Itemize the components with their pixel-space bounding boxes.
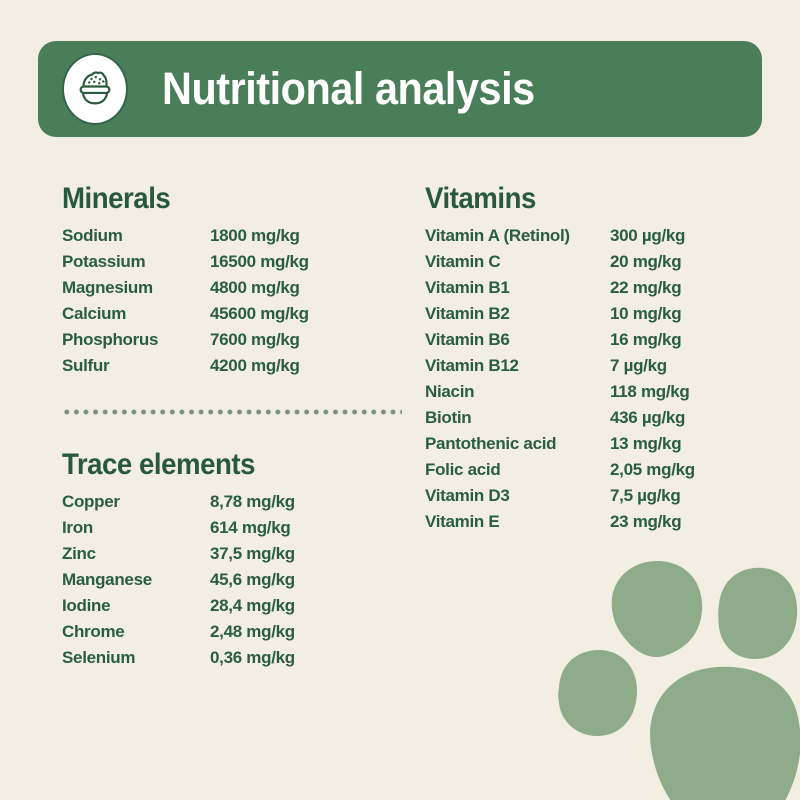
nutrient-value: 7 µg/kg	[610, 356, 667, 375]
nutrient-value: 614 mg/kg	[210, 518, 291, 537]
nutrient-value: 8,78 mg/kg	[210, 492, 295, 511]
nutrient-row	[425, 327, 725, 353]
nutrient-label: Vitamin A (Retinol)	[425, 226, 570, 245]
nutrient-value: 2,48 mg/kg	[210, 622, 295, 641]
nutrient-value: 28,4 mg/kg	[210, 596, 295, 615]
nutrient-label: Pantothenic acid	[425, 434, 557, 453]
nutrient-row	[62, 567, 402, 593]
minerals-table	[62, 223, 402, 379]
trace-elements-table	[62, 489, 402, 671]
trace-elements-heading: Trace elements	[62, 448, 256, 481]
nutrient-row	[425, 223, 725, 249]
nutrient-row	[62, 301, 402, 327]
nutrient-value: 20 mg/kg	[610, 252, 682, 271]
header-banner	[38, 41, 762, 137]
nutrient-label: Copper	[62, 492, 120, 511]
nutrient-label: Sulfur	[62, 356, 110, 375]
nutrient-value: 436 µg/kg	[610, 408, 686, 427]
nutrient-value: 7,5 µg/kg	[610, 486, 681, 505]
nutrient-value: 22 mg/kg	[610, 278, 682, 297]
nutrient-row	[425, 483, 725, 509]
nutrient-value: 7600 mg/kg	[210, 330, 300, 349]
nutrient-label: Vitamin B2	[425, 304, 510, 323]
nutrient-value: 300 µg/kg	[610, 226, 686, 245]
nutrient-row	[62, 593, 402, 619]
nutrient-row	[62, 645, 402, 671]
section-vitamins	[425, 182, 725, 535]
nutrient-value: 37,5 mg/kg	[210, 544, 295, 563]
nutrient-value: 16500 mg/kg	[210, 252, 309, 271]
page-title: Nutritional analysis	[162, 63, 535, 114]
nutrient-row	[62, 619, 402, 645]
nutrient-value: 16 mg/kg	[610, 330, 682, 349]
nutrient-label: Phosphorus	[62, 330, 159, 349]
nutrient-row	[62, 541, 402, 567]
nutrient-value: 4200 mg/kg	[210, 356, 300, 375]
nutrient-label: Selenium	[62, 648, 136, 667]
nutrient-row	[425, 457, 725, 483]
nutrient-label: Vitamin E	[425, 512, 500, 531]
pet-food-bowl-icon	[62, 53, 128, 125]
nutrient-label: Vitamin C	[425, 252, 501, 271]
nutrient-label: Sodium	[62, 226, 123, 245]
minerals-heading: Minerals	[62, 182, 171, 215]
nutrient-row	[62, 327, 402, 353]
nutrient-label: Potassium	[62, 252, 146, 271]
nutrient-value: 118 mg/kg	[610, 382, 690, 401]
nutrient-value: 10 mg/kg	[610, 304, 682, 323]
nutrient-label: Iodine	[62, 596, 111, 615]
left-column	[62, 182, 402, 671]
paw-print-icon	[530, 530, 800, 800]
nutrient-label: Zinc	[62, 544, 96, 563]
nutrient-row	[62, 275, 402, 301]
nutrient-label: Iron	[62, 518, 93, 537]
nutrient-value: 13 mg/kg	[610, 434, 682, 453]
nutrient-label: Vitamin B12	[425, 356, 519, 375]
nutrient-row	[425, 353, 725, 379]
nutrient-row	[62, 353, 402, 379]
nutrient-row	[62, 489, 402, 515]
right-column	[425, 182, 725, 535]
nutrient-value: 0,36 mg/kg	[210, 648, 295, 667]
nutrient-row	[62, 223, 402, 249]
vitamins-heading: Vitamins	[425, 182, 536, 215]
nutrient-row	[425, 431, 725, 457]
nutrient-row	[425, 275, 725, 301]
nutrient-value: 4800 mg/kg	[210, 278, 300, 297]
nutrient-value: 23 mg/kg	[610, 512, 682, 531]
section-minerals	[62, 182, 402, 379]
nutrient-label: Folic acid	[425, 460, 501, 479]
nutrient-row	[425, 249, 725, 275]
section-trace-elements	[62, 448, 402, 671]
nutrient-row	[62, 515, 402, 541]
nutrient-label: Manganese	[62, 570, 152, 589]
dotted-divider	[62, 409, 402, 415]
nutrient-value: 45600 mg/kg	[210, 304, 309, 323]
vitamins-table	[425, 223, 725, 535]
nutrient-label: Vitamin B1	[425, 278, 510, 297]
nutrient-label: Calcium	[62, 304, 127, 323]
nutrient-value: 1800 mg/kg	[210, 226, 300, 245]
nutrient-label: Biotin	[425, 408, 472, 427]
nutrient-label: Vitamin D3	[425, 486, 510, 505]
nutrient-value: 2,05 mg/kg	[610, 460, 695, 479]
nutrient-row	[425, 379, 725, 405]
nutrient-row	[62, 249, 402, 275]
nutrient-label: Chrome	[62, 622, 125, 641]
nutrient-value: 45,6 mg/kg	[210, 570, 295, 589]
nutrient-label: Niacin	[425, 382, 475, 401]
nutrient-label: Magnesium	[62, 278, 153, 297]
nutrient-row	[425, 301, 725, 327]
nutrient-label: Vitamin B6	[425, 330, 510, 349]
nutrient-row	[425, 405, 725, 431]
